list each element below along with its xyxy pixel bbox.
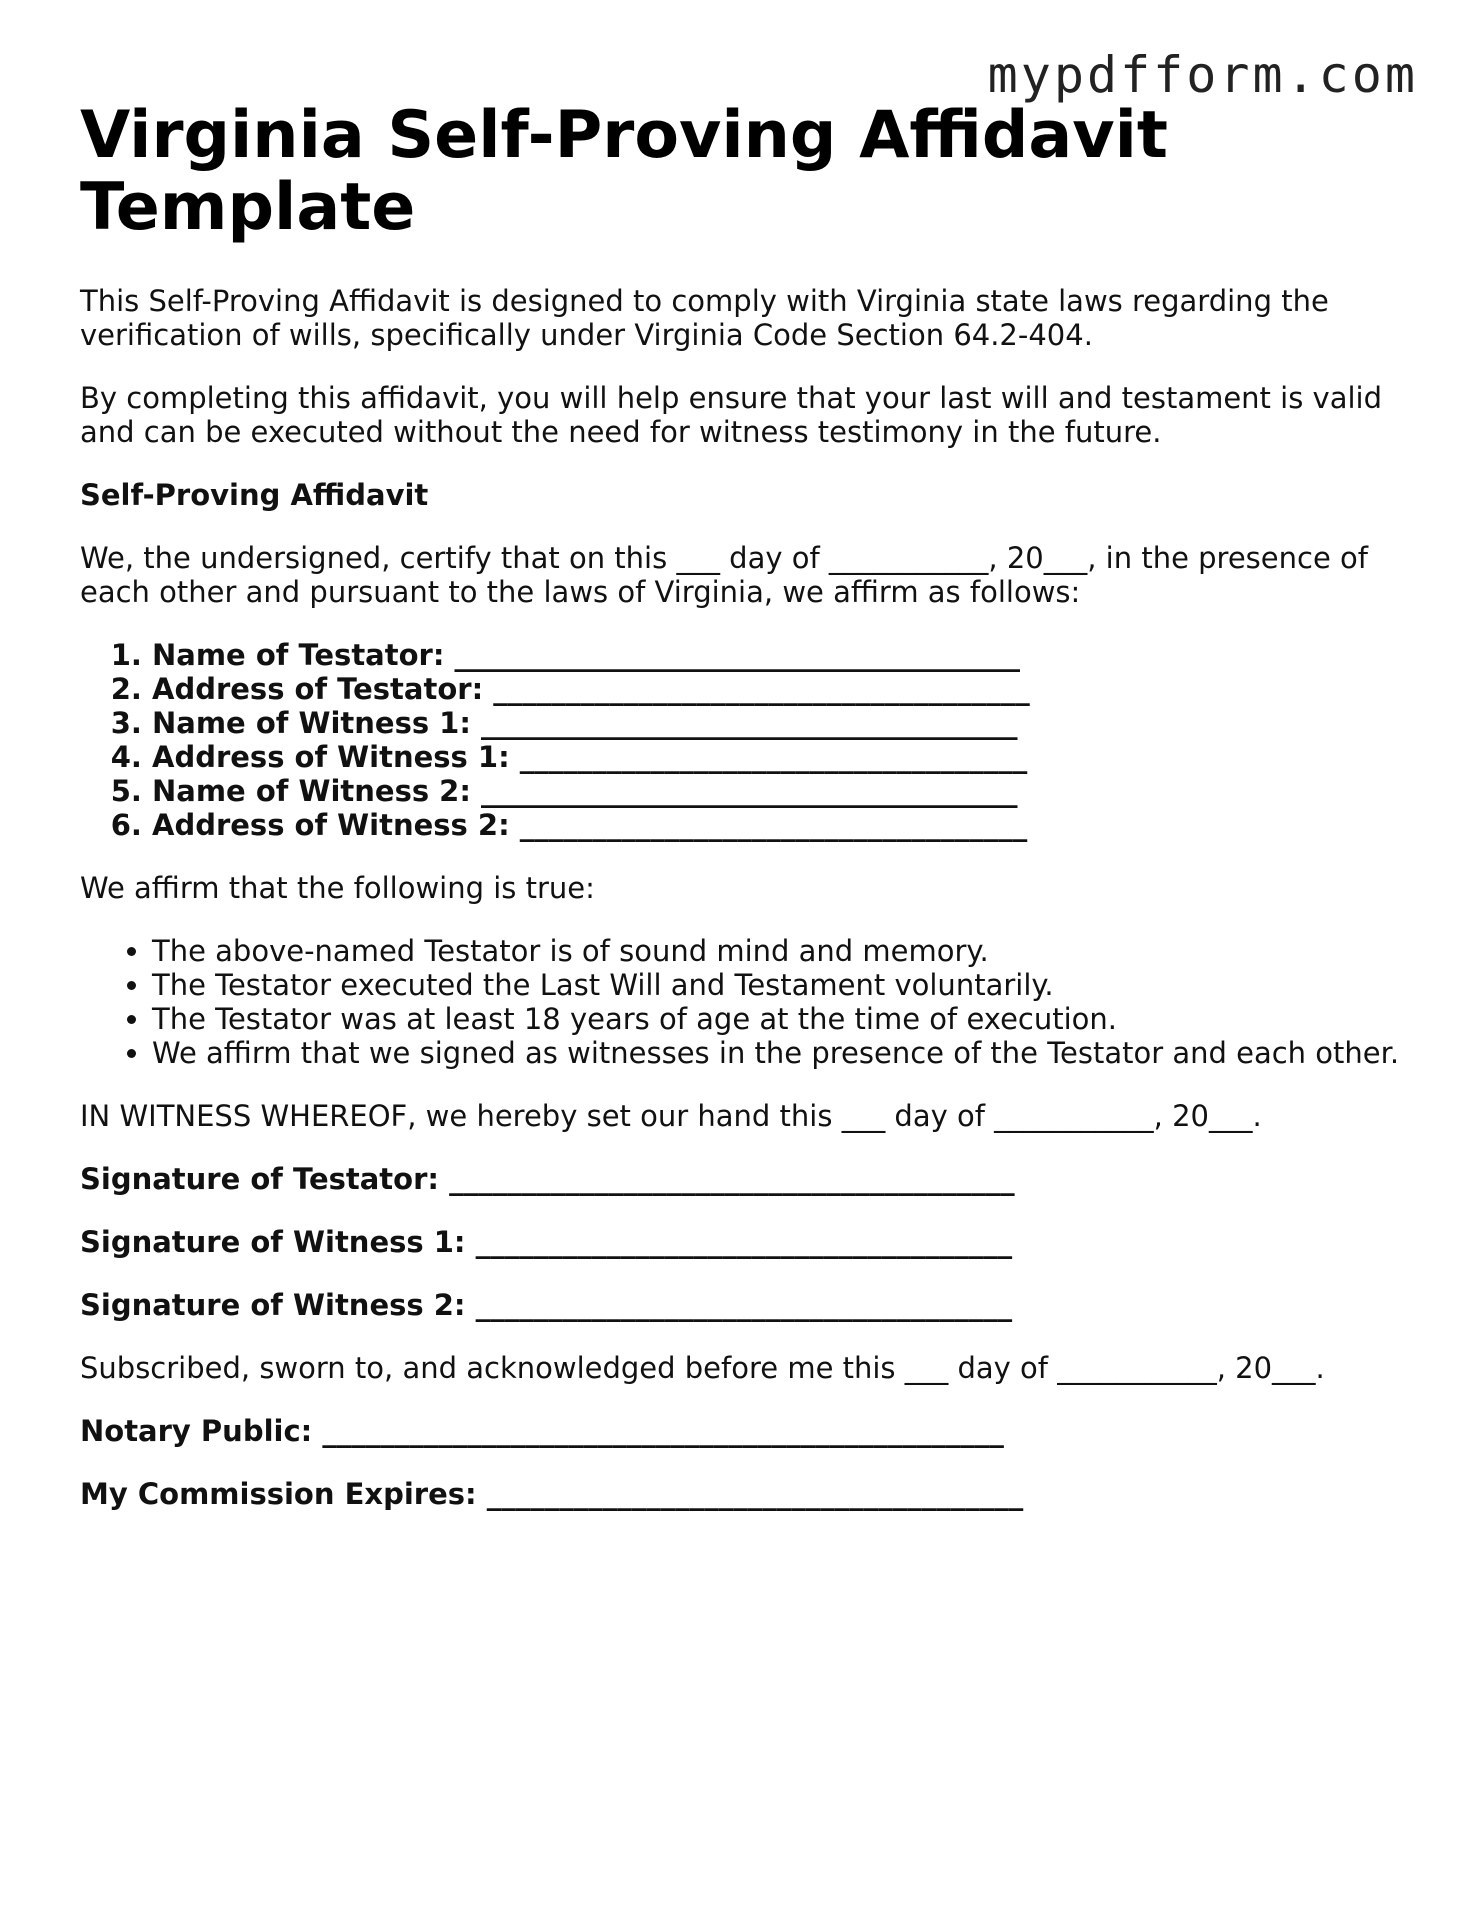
field-testator-name: 1. Name of Testator: _______________________________________ bbox=[152, 638, 1410, 672]
witness-whereof: IN WITNESS WHEREOF, we hereby set our hand this ___ day of ___________, 20___. bbox=[80, 1099, 1262, 1133]
field-testator-address: 2. Address of Testator: _____________________________________ bbox=[152, 672, 1410, 706]
affirmation-item: • The Testator executed the Last Will and Testament voluntarily. bbox=[152, 968, 1410, 1002]
intro-paragraph-2: By completing this affidavit, you will help ensure that your last will and testament is valid and can be executed without the need for witness testimony in the future. bbox=[80, 381, 1382, 449]
affirmation-item: • The Testator was at least 18 years of age at the time of execution. bbox=[152, 1002, 1410, 1036]
signature-witness-1: Signature of Witness 1: _____________________________________ bbox=[80, 1225, 1013, 1259]
field-witness2-address: 6. Address of Witness 2: ___________________________________ bbox=[152, 808, 1410, 842]
affirmation-item: • The above-named Testator is of sound mind and memory. bbox=[152, 934, 1410, 968]
intro-paragraph-1: This Self-Proving Affidavit is designed to comply with Virginia state laws regarding the verification of wills, specifically under Virginia Code Section 64.2-404. bbox=[80, 284, 1329, 352]
document-page bbox=[80, 100, 1410, 1511]
signature-testator: Signature of Testator: _______________________________________ bbox=[80, 1162, 1015, 1196]
watermark: mypdfform.com bbox=[987, 46, 1418, 104]
notary-public-line: Notary Public: _______________________________________________ bbox=[80, 1414, 1004, 1448]
affirm-heading: We affirm that the following is true: bbox=[80, 871, 595, 905]
section-title: Self-Proving Affidavit bbox=[80, 478, 429, 512]
field-witness1-name: 3. Name of Witness 1: _____________________________________ bbox=[152, 706, 1410, 740]
certify-paragraph: We, the undersigned, certify that on this ___ day of ___________, 20___, in the presence of each other and pursuant to the laws of Virginia, we affirm as follows: bbox=[80, 541, 1368, 609]
field-witness1-address: 4. Address of Witness 1: ___________________________________ bbox=[152, 740, 1410, 774]
affirmation-item: • We affirm that we signed as witnesses in the presence of the Testator and each other. bbox=[152, 1036, 1410, 1070]
commission-expires-line: My Commission Expires: _____________________________________ bbox=[80, 1477, 1024, 1511]
page-title: Virginia Self-Proving Affidavit Template bbox=[80, 98, 1168, 245]
affirmations-list bbox=[80, 934, 1410, 1070]
signature-witness-2: Signature of Witness 2: _____________________________________ bbox=[80, 1288, 1013, 1322]
sworn-statement: Subscribed, sworn to, and acknowledged before me this ___ day of ___________, 20___. bbox=[80, 1351, 1325, 1385]
field-witness2-name: 5. Name of Witness 2: _____________________________________ bbox=[152, 774, 1410, 808]
party-fields-list bbox=[80, 638, 1410, 842]
